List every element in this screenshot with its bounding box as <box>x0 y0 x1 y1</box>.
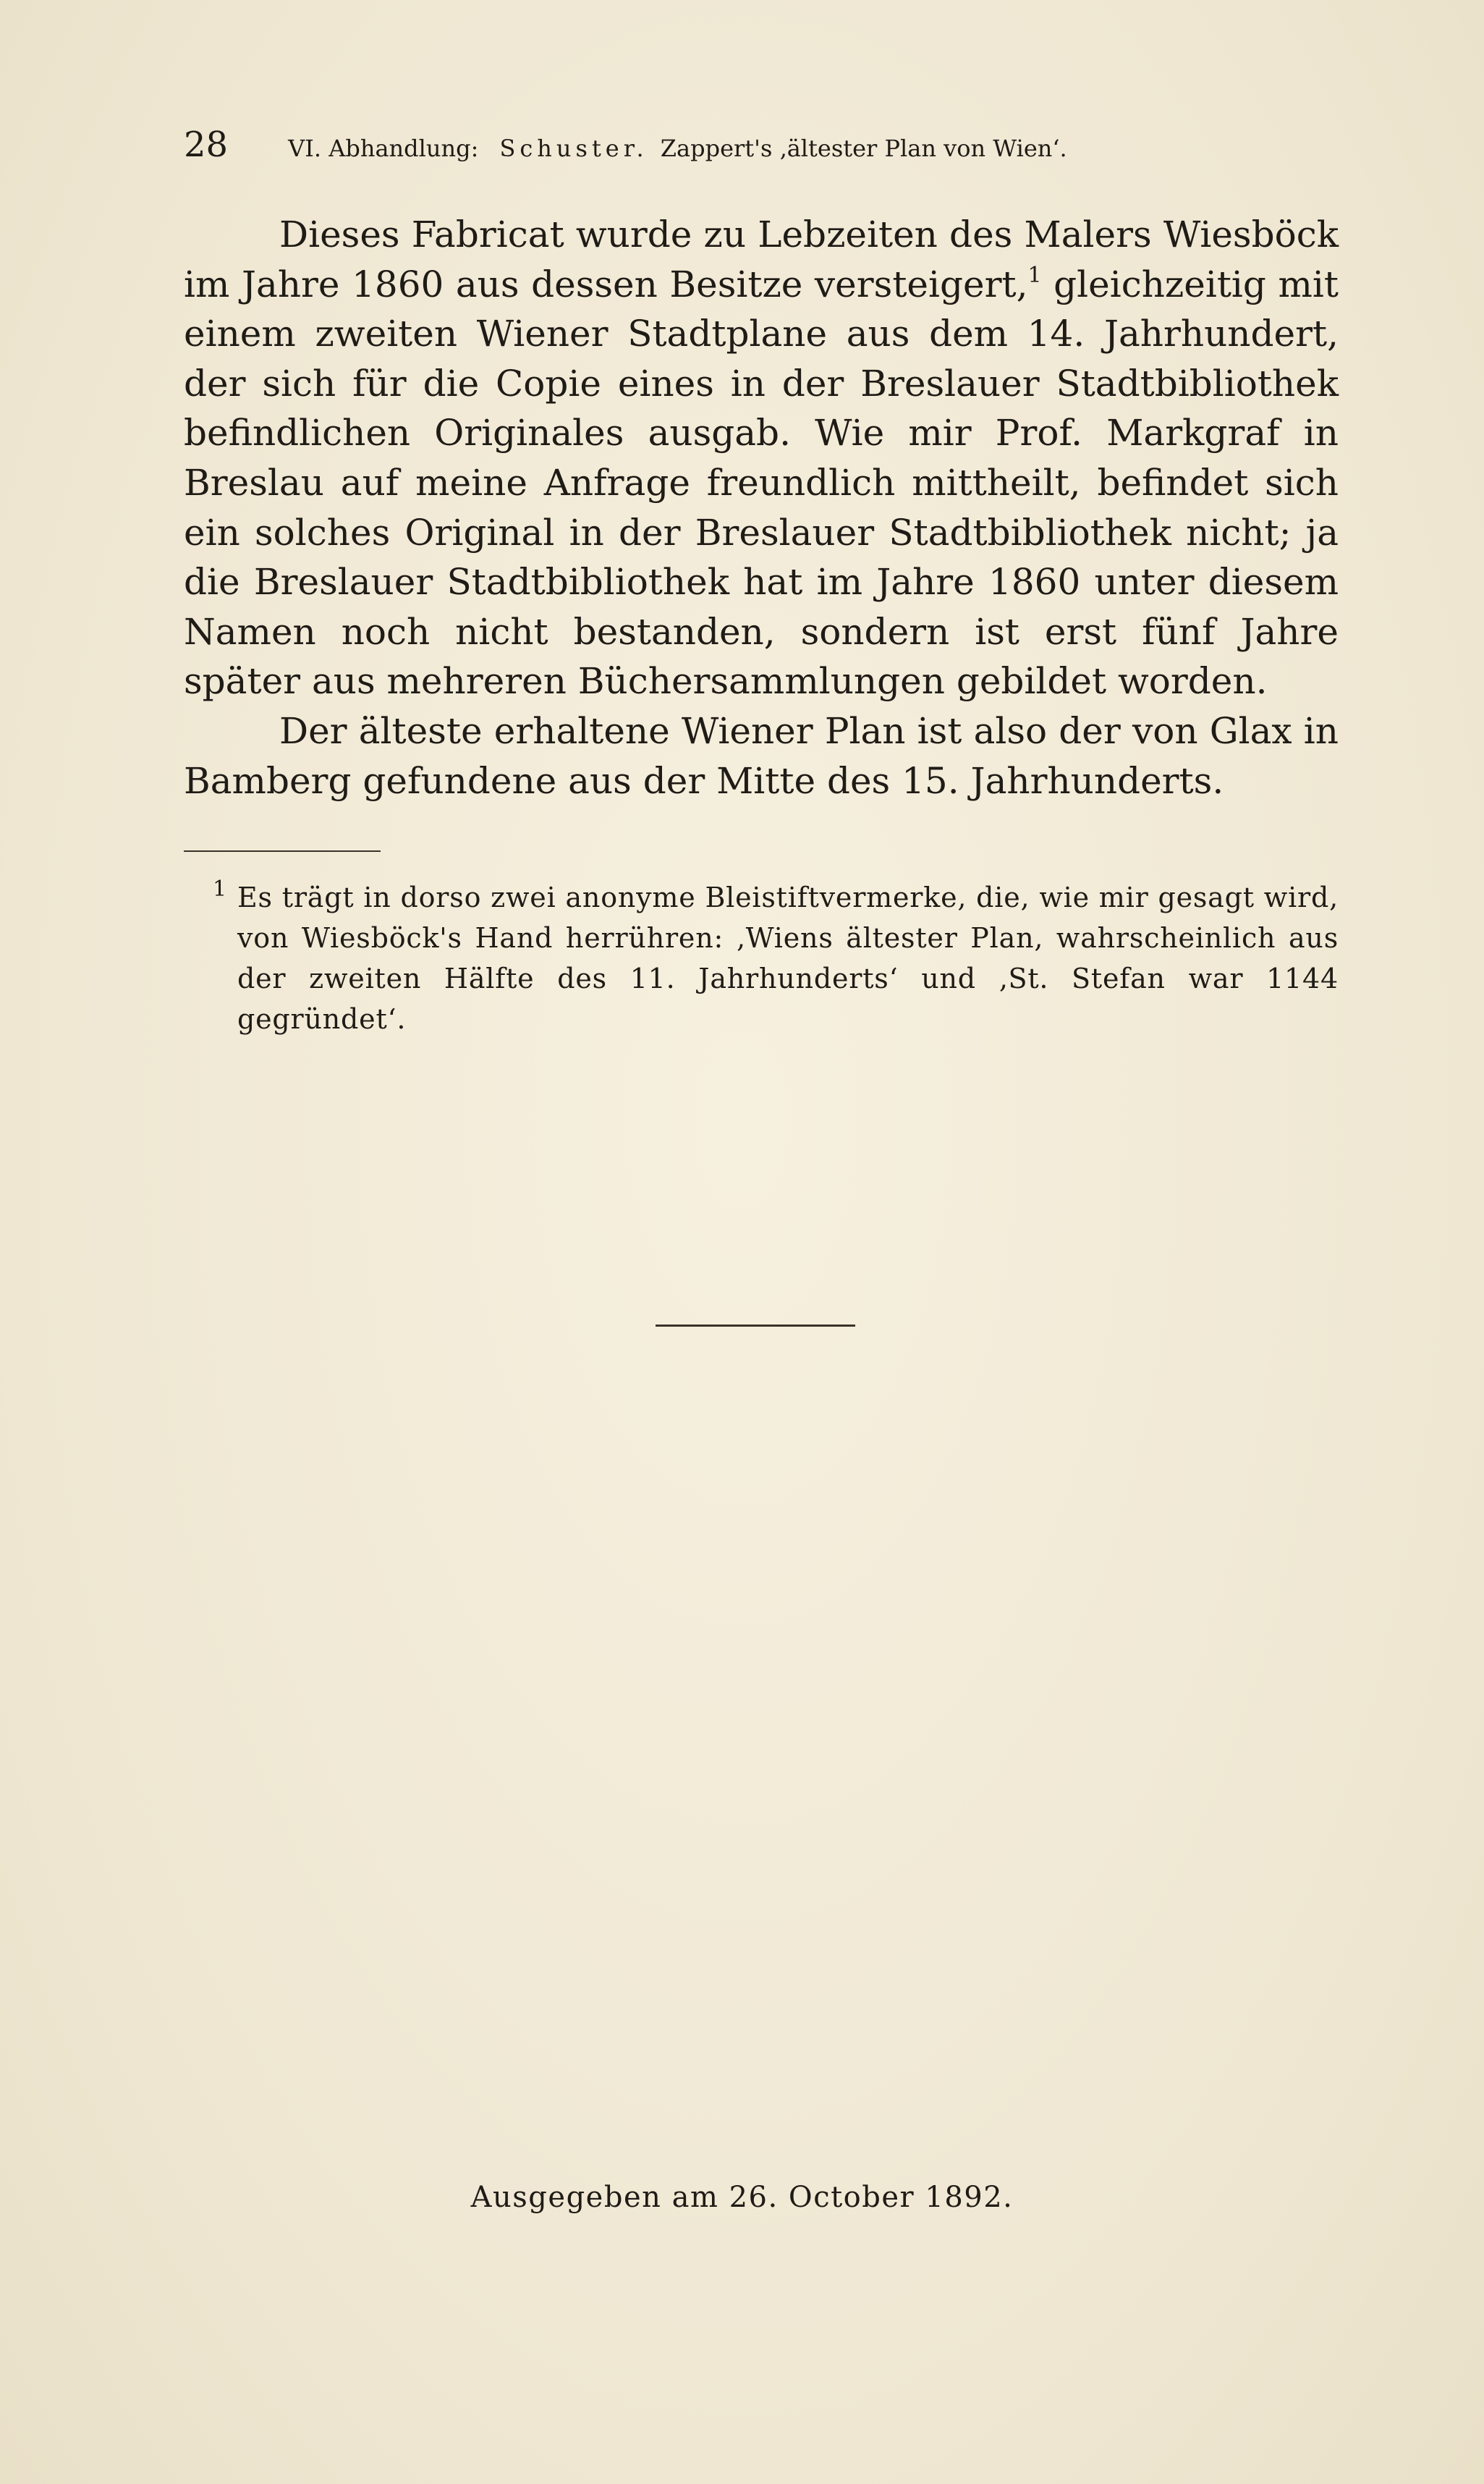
running-head-prefix: VI. Abhandlung: <box>288 135 479 162</box>
running-head-author: Schuster. <box>499 135 648 162</box>
footnote-marker: 1 <box>213 876 227 902</box>
end-divider <box>656 1325 855 1327</box>
paragraph-1-part-1: Dieses Fabricat wurde zu Lebzeiten des Malers Wiesböck im Jahre 1860 aus dessen Besitze versteigert, <box>184 214 1339 305</box>
footnote <box>213 876 1339 1039</box>
paragraph-1-part-2: gleichzeitig mit einem zweiten Wiener Stadtplane aus dem 14. Jahrhundert, der sich für die Copie eines in der Breslauer Stadtbibliothek befindlichen Originales ausgab. Wie mir Prof. Markgraf in Breslau auf meine Anfrage freundlich mittheilt, befindet sich ein solches Original in der Breslauer Stadtbibliothek nicht; ja die Breslauer Stadtbibliothek hat im Jahre 1860 unter diesem Namen noch nicht bestanden, sondern ist erst fünf Jahre später aus mehreren Büchersammlungen gebildet worden. <box>184 263 1339 703</box>
footnote-divider <box>184 850 381 852</box>
paragraph-1 <box>184 210 1339 706</box>
running-head <box>184 124 1197 168</box>
running-head-title: Zappert's ‚ältester Plan von Wien‘. <box>660 135 1067 162</box>
paragraph-2: Der älteste erhaltene Wiener Plan ist also der von Glax in Bamberg gefundene aus der Mitte des 15. Jahrhunderts. <box>184 709 1339 802</box>
footnote-reference: 1 <box>1027 262 1042 288</box>
body-text <box>184 210 1339 806</box>
footnote-text: Es trägt in dorso zwei anonyme Bleistiftvermerke, die, wie mir gesagt wird, von Wiesböck's Hand herrühren: ‚Wiens ältester Plan, wahrscheinlich aus der zweiten Hälfte des 11. Jahrhunderts‘ und ‚St. Stefan war 1144 gegründet‘. <box>237 882 1339 1035</box>
issue-date: Ausgegeben am 26. October 1892. <box>470 2181 1014 2214</box>
page-number: 28 <box>184 124 229 165</box>
